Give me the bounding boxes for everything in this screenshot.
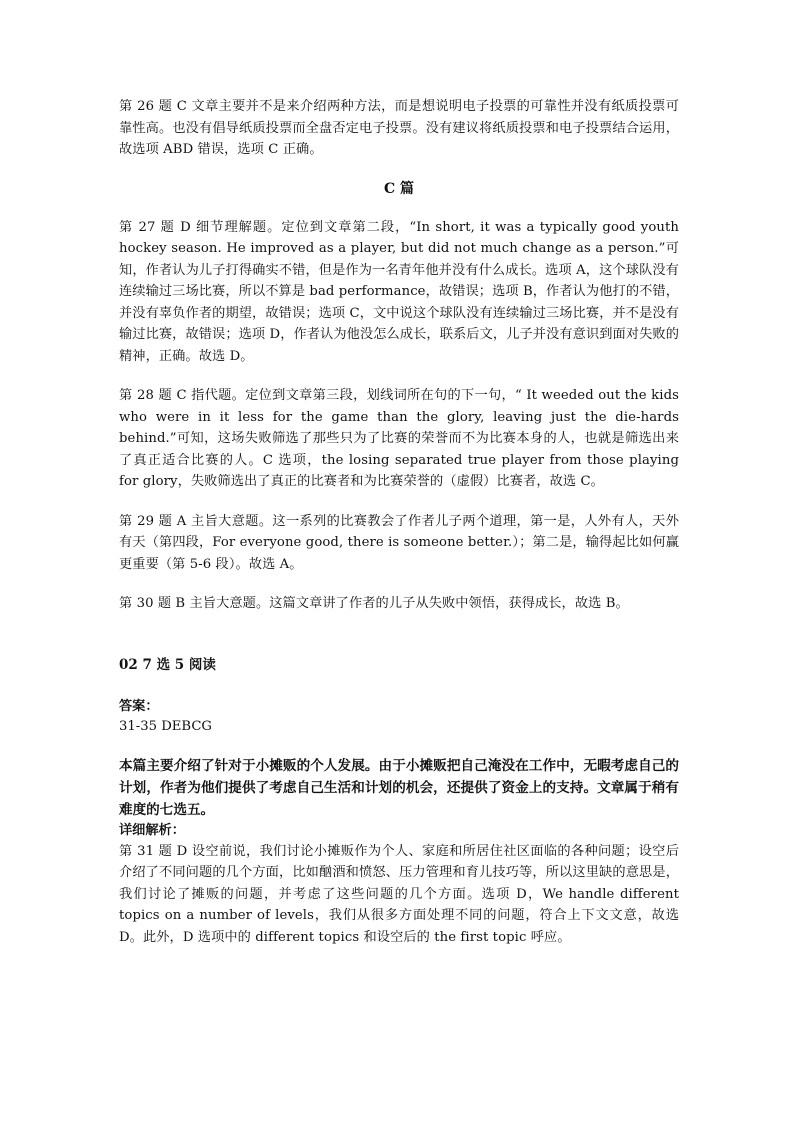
answer-q29: 第 29 题 A 主旨大意题。这一系列的比赛教会了作者儿子两个道理，第一是，人外有人，天外有天（第四段，For everyone good, there is someone better.）；第二是，输得起比如何赢更重要（第 5-6 段）。故选 A。 bbox=[119, 513, 679, 572]
section-02-title: 02 7 选 5 阅读 bbox=[119, 656, 216, 673]
passage-summary: 本篇主要介绍了针对于小摊贩的个人发展。由于小摊贩把自己淹没在工作中，无暇考虑自己的计划，作者为他们提供了考虑自己生活和计划的机会，还提供了资金上的支持。文章属于稍有难度的七选五。 bbox=[119, 757, 679, 818]
section-c-title: C 篇 bbox=[383, 180, 415, 197]
answer-value: 31-35 DEBCG bbox=[119, 718, 212, 734]
answer-q26: 第 26 题 C 文章主要并不是来介绍两种方法，而是想说明电子投票的可靠性并没有纸质投票可靠性高。也没有倡导纸质投票而全盘否定电子投票。没有建议将纸质投票和电子投票结合运用，故选项 ABD 错误，选项 C 正确。 bbox=[119, 99, 679, 157]
answer-q28: 第 28 题 C 指代题。定位到文章第三段，划线词所在句的下一句，“ It weeded out the kids who were in it less for the game than the glory, leaving just the die-hards behind.”可知，这场失败筛选了那些只为了比赛的荣誉而不为比赛本身的人，也就是筛选出来了真正适合比赛的人。C 选项，the losing separated true player from those playing for glory，失败筛选出了真正的比赛者和为比赛荣誉的（虚假）比赛者，故选 C。 bbox=[119, 388, 679, 489]
answer-q31: 第 31 题 D 设空前说，我们讨论小摊贩作为个人、家庭和所居住社区面临的各种问题；设空后介绍了不同问题的几个方面，比如酗酒和愤怒、压力管理和育儿技巧等，所以这里缺的意思是，我们讨论了摊贩的问题，并考虑了这些问题的几个方面。选项 D，We handle different topics on a number of levels，我们从很多方面处理不同的问题，符合上下文文意，故选 D。此外，D 选项中的 different topics 和设空后的 the first topic 呼应。 bbox=[119, 843, 679, 945]
answer-label: 答案： bbox=[119, 698, 159, 714]
answer-q27: 第 27 题 D 细节理解题。定位到文章第二段，“In short, it was a typically good youth hockey season. He improved as a player, but did not much change as a person.”可知，作者认为儿子打得确实不错，但是作为一名青年他并没有什么成长。选项 A，这个球队没有连续输过三场比赛，所以不算是 bad performance，故错误；选项 B，作者认为他打的不错，并没有辜负作者的期望，故错误；选项 C，文中说这个球队没有连续输过三场比赛，并不是没有输过比赛，故错误；选项 D，作者认为他没怎么成长，联系后文，儿子并没有意识到面对失败的精神，正确。故选 D。 bbox=[119, 219, 679, 364]
document-page bbox=[119, 96, 679, 948]
detail-label: 详细解析： bbox=[119, 822, 185, 838]
answer-q30: 第 30 题 B 主旨大意题。这篇文章讲了作者的儿子从失败中领悟，获得成长，故选 B。 bbox=[119, 596, 629, 611]
